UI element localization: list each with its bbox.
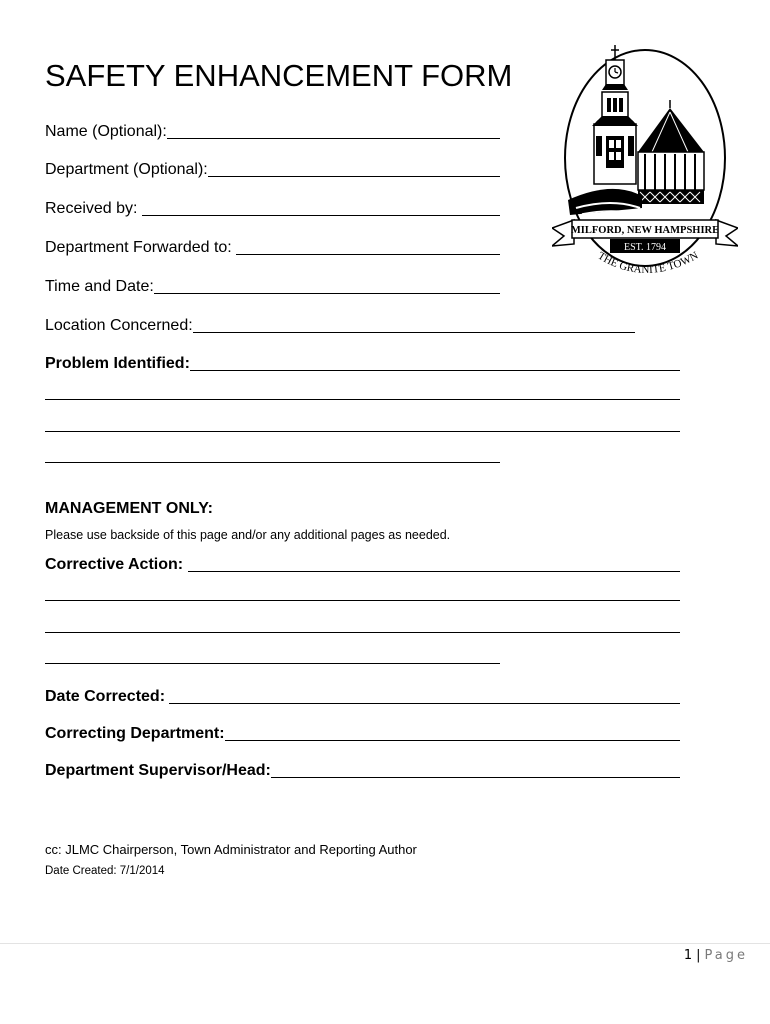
- received-by-label: Received by:: [45, 200, 142, 217]
- town-seal-logo: [552, 40, 738, 290]
- seal-motto-text: THE GRANITE TOWN: [595, 249, 701, 277]
- name-input-line[interactable]: [167, 137, 500, 139]
- time-date-label: Time and Date:: [45, 278, 154, 295]
- corrective-action-label: Corrective Action:: [45, 556, 188, 573]
- problem-label: Problem Identified:: [45, 355, 190, 372]
- date-corrected-input-line[interactable]: [169, 702, 680, 704]
- page-number: 1: [683, 948, 693, 963]
- problem-field[interactable]: [45, 351, 680, 373]
- corrective-action-input-line[interactable]: [188, 570, 680, 572]
- correcting-department-field[interactable]: [45, 721, 680, 743]
- location-input-line[interactable]: [193, 331, 635, 333]
- location-label: Location Concerned:: [45, 317, 193, 334]
- date-created: Date Created: 7/1/2014: [45, 865, 165, 877]
- seal-banner-text: MILFORD, NEW HAMPSHIRE: [570, 225, 720, 236]
- supervisor-field[interactable]: [45, 758, 680, 780]
- time-date-field[interactable]: [45, 274, 500, 296]
- footer-divider: [0, 943, 770, 944]
- supervisor-label: Department Supervisor/Head:: [45, 762, 271, 779]
- cc-line: cc: JLMC Chairperson, Town Administrator and Reporting Author: [45, 842, 417, 857]
- correcting-department-label: Correcting Department:: [45, 725, 225, 742]
- corrective-line-3[interactable]: [45, 632, 680, 633]
- department-field[interactable]: [45, 157, 500, 179]
- location-field[interactable]: [45, 313, 635, 335]
- department-input-line[interactable]: [208, 175, 500, 177]
- received-by-field[interactable]: [45, 196, 500, 218]
- corrective-line-4[interactable]: [45, 663, 500, 664]
- page-separator: |: [696, 948, 701, 963]
- supervisor-input-line[interactable]: [271, 776, 680, 778]
- problem-line-2[interactable]: [45, 399, 680, 400]
- time-date-input-line[interactable]: [154, 292, 500, 294]
- problem-line-3[interactable]: [45, 431, 680, 432]
- page-word: Page: [704, 948, 748, 963]
- problem-input-line[interactable]: [190, 369, 680, 371]
- management-heading: MANAGEMENT ONLY:: [45, 500, 213, 517]
- correcting-department-input-line[interactable]: [225, 739, 680, 741]
- date-corrected-label: Date Corrected:: [45, 688, 170, 705]
- problem-line-4[interactable]: [45, 462, 500, 463]
- name-label: Name (Optional):: [45, 123, 167, 140]
- corrective-action-field[interactable]: [45, 552, 680, 574]
- department-forwarded-field[interactable]: [45, 235, 500, 257]
- management-note: Please use backside of this page and/or any additional pages as needed.: [45, 528, 451, 542]
- seal-established-text: EST. 1794: [623, 242, 667, 253]
- received-by-input-line[interactable]: [142, 214, 500, 216]
- name-field[interactable]: [45, 119, 500, 141]
- form-title: SAFETY ENHANCEMENT FORM: [45, 58, 513, 93]
- page-footer: [684, 948, 748, 963]
- department-forwarded-input-line[interactable]: [236, 253, 500, 255]
- department-forwarded-label: Department Forwarded to:: [45, 239, 237, 256]
- corrective-line-2[interactable]: [45, 600, 680, 601]
- date-corrected-field[interactable]: [45, 684, 680, 706]
- department-label: Department (Optional):: [45, 161, 208, 178]
